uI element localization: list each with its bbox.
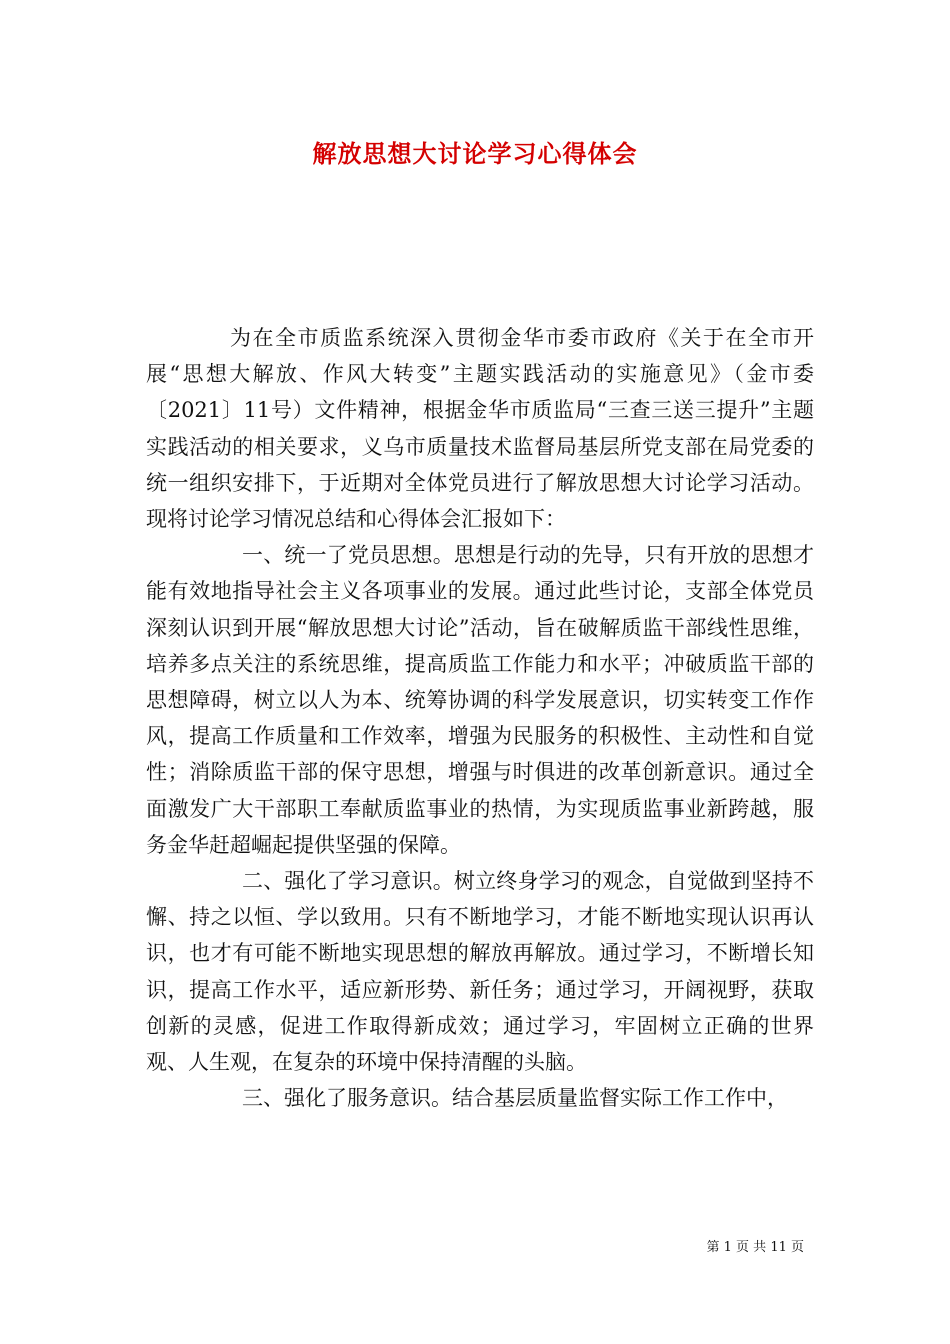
- document-body: [146, 320, 814, 1116]
- paragraph-section-3: 三、强化了服务意识。结合基层质量监督实际工作工作中，: [242, 1086, 788, 1111]
- document-title: 解放思想大讨论学习心得体会: [312, 139, 638, 168]
- page-number: 第 1 页 共 11 页: [706, 1240, 804, 1255]
- paragraph-section-1: 一、统一了党员思想。思想是行动的先导，只有开放的思想才能有效地指导社会主义各项事业的发展。通过此些讨论，支部全体党员深刻认识到开展“解放思想大讨论”活动，旨在破解质监干部线性思维，培养多点关注的系统思维，提高质监工作能力和水平；冲破质监干部的思想障碍，树立以人为本、统筹协调的科学发展意识，切实转变工作作风，提高工作质量和工作效率，增强为民服务的积极性、主动性和自觉性；消除质监干部的保守思想，增强与时俱进的改革创新意识。通过全面激发广大干部职工奉献质监事业的热情，为实现质监事业新跨越，服务金华赶超崛起提供坚强的保障。: [146, 543, 814, 857]
- paragraph-section-2: 二、强化了学习意识。树立终身学习的观念，自觉做到坚持不懈、持之以恒、学以致用。只有不断地学习，才能不断地实现认识再认识，也才有可能不断地实现思想的解放再解放。通过学习，不断增长知识，提高工作水平，适应新形势、新任务；通过学习，开阔视野，获取创新的灵感，促进工作取得新成效；通过学习，牢固树立正确的世界观、人生观，在复杂的环境中保持清醒的头脑。: [146, 869, 814, 1075]
- paragraph-intro: 为在全市质监系统深入贯彻金华市委市政府《关于在全市开展“思想大解放、作风大转变”主题实践活动的实施意见》（金市委〔2021〕11号）文件精神，根据金华市质监局“三查三送三提升”主题实践活动的相关要求，义乌市质量技术监督局基层所党支部在局党委的统一组织安排下，于近期对全体党员进行了解放思想大讨论学习活动。现将讨论学习情况总结和心得体会汇报如下：: [146, 326, 814, 532]
